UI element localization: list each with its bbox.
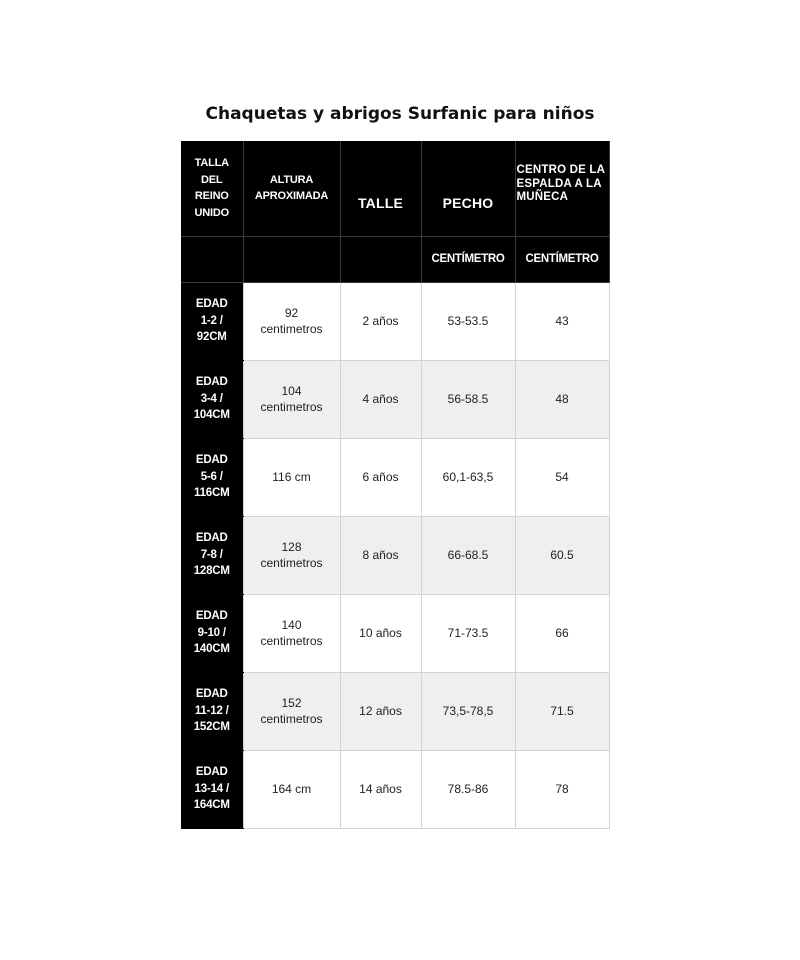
table-row: [181, 594, 609, 672]
waist-cell: 12 años: [340, 672, 421, 750]
age-size-line: 3-4 /: [200, 392, 223, 405]
waist-cell: 10 años: [340, 594, 421, 672]
waist-header: TALLE: [340, 141, 421, 236]
age-size-line: 13-14 /: [194, 782, 229, 795]
back-to-wrist-cell: 60.5: [515, 516, 609, 594]
unit-cell-empty: [340, 236, 421, 282]
height-cell: [243, 672, 340, 750]
age-size-line: 1-2 /: [200, 314, 223, 327]
wrist-header-line: MUÑECA: [516, 191, 569, 203]
back-to-wrist-cell: 48: [515, 360, 609, 438]
waist-cell: 8 años: [340, 516, 421, 594]
waist-cell: 6 años: [340, 438, 421, 516]
table-row: [181, 360, 609, 438]
chest-unit: CENTÍMETRO: [421, 236, 515, 282]
size-chart-table: [181, 141, 610, 829]
table-row: [181, 750, 609, 828]
age-size-line: EDAD: [195, 610, 228, 623]
age-size-line: 140CM: [193, 643, 230, 656]
age-size-line: EDAD: [195, 376, 228, 389]
table-body: [181, 282, 609, 828]
chest-cell: 60,1-63,5: [421, 438, 515, 516]
uk-size-header-line: TALLA: [194, 157, 229, 170]
height-cell: [243, 360, 340, 438]
back-to-wrist-cell: 43: [515, 282, 609, 360]
wrist-header-line: ESPALDA A LA: [516, 177, 602, 190]
waist-cell: 2 años: [340, 282, 421, 360]
chest-cell: 53-53.5: [421, 282, 515, 360]
wrist-unit: CENTÍMETRO: [515, 236, 609, 282]
height-line: 128: [281, 539, 302, 554]
height-line: 116 cm: [272, 469, 311, 484]
header-row: [181, 141, 609, 236]
chest-cell: 78.5-86: [421, 750, 515, 828]
height-line: 140: [281, 617, 302, 632]
back-to-wrist-cell: 71.5: [515, 672, 609, 750]
uk-size-header-line: UNIDO: [194, 206, 229, 219]
height-cell: [243, 516, 340, 594]
wrist-header-line: CENTRO DE LA: [516, 164, 606, 176]
uk-size-header-line: REINO: [194, 190, 229, 203]
age-size-cell: [181, 672, 243, 750]
age-size-line: EDAD: [195, 532, 228, 545]
waist-cell: 4 años: [340, 360, 421, 438]
age-size-line: 92CM: [196, 331, 227, 344]
table-row: [181, 516, 609, 594]
chest-cell: 56-58.5: [421, 360, 515, 438]
back-to-wrist-header: [515, 141, 609, 236]
age-size-line: 11-12 /: [194, 704, 229, 717]
age-size-line: EDAD: [195, 766, 228, 779]
height-cell: [243, 438, 340, 516]
age-size-cell: [181, 360, 243, 438]
height-line: centimetros: [260, 322, 323, 336]
table-row: [181, 672, 609, 750]
age-size-line: 7-8 /: [200, 548, 223, 561]
chest-cell: 71-73.5: [421, 594, 515, 672]
height-header: [243, 141, 340, 236]
height-cell: [243, 282, 340, 360]
back-to-wrist-cell: 66: [515, 594, 609, 672]
age-size-line: 9-10 /: [197, 626, 226, 639]
height-line: 164 cm: [271, 781, 312, 796]
unit-row: [181, 236, 609, 282]
back-to-wrist-cell: 78: [515, 750, 609, 828]
age-size-cell: [181, 282, 243, 360]
age-size-line: 152CM: [193, 721, 230, 734]
height-header-line: ALTURA: [269, 173, 314, 186]
chest-header: PECHO: [421, 141, 515, 236]
height-cell: [243, 594, 340, 672]
back-to-wrist-cell: 54: [515, 438, 609, 516]
age-size-cell: [181, 750, 243, 828]
age-size-line: 5-6 /: [200, 470, 223, 483]
unit-cell-empty: [243, 236, 340, 282]
height-line: 104: [281, 383, 302, 398]
uk-size-header: [181, 141, 243, 236]
height-line: 152: [281, 695, 302, 710]
height-line: centimetros: [260, 556, 323, 570]
waist-cell: 14 años: [340, 750, 421, 828]
age-size-line: 128CM: [193, 565, 230, 578]
uk-size-header-line: DEL: [201, 173, 223, 186]
height-line: centimetros: [260, 400, 323, 414]
chest-cell: 73,5-78,5: [421, 672, 515, 750]
page-title: Chaquetas y abrigos Surfanic para niños: [205, 104, 595, 124]
age-size-cell: [181, 594, 243, 672]
age-size-cell: [181, 438, 243, 516]
age-size-line: 104CM: [193, 409, 230, 422]
chest-cell: 66-68.5: [421, 516, 515, 594]
age-size-cell: [181, 516, 243, 594]
age-size-line: EDAD: [195, 298, 228, 311]
table-row: [181, 438, 609, 516]
unit-cell-empty: [181, 236, 243, 282]
age-size-line: EDAD: [195, 688, 228, 701]
age-size-line: 164CM: [193, 799, 230, 812]
height-line: centimetros: [260, 712, 323, 726]
height-line: centimetros: [260, 634, 323, 648]
height-cell: [243, 750, 340, 828]
age-size-line: EDAD: [195, 454, 228, 467]
height-line: 92: [284, 305, 299, 320]
table-row: [181, 282, 609, 360]
height-header-line: APROXIMADA: [254, 190, 329, 203]
age-size-line: 116CM: [194, 487, 230, 500]
